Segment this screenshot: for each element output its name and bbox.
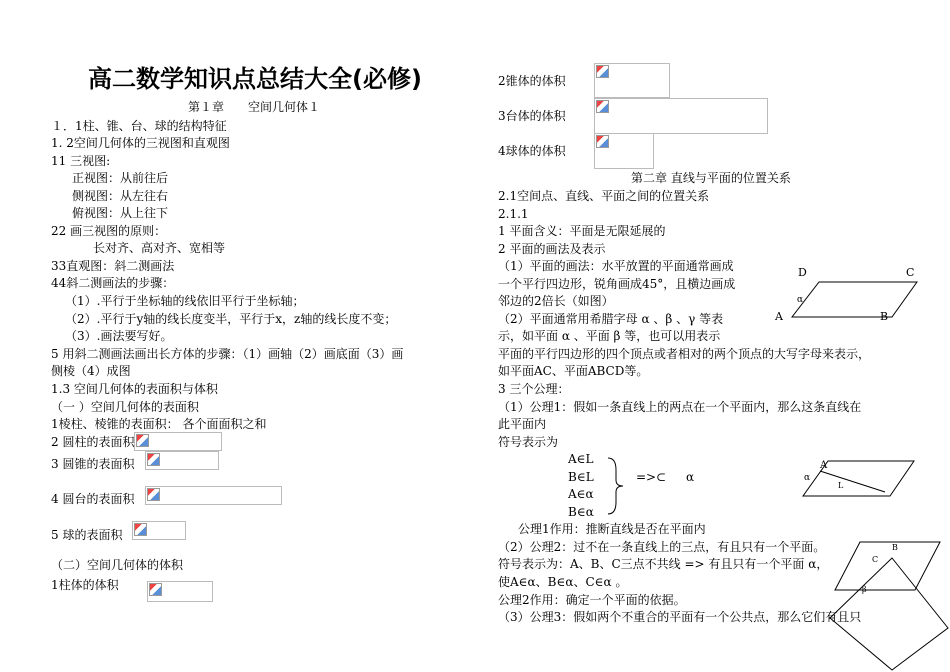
left-line: 5 球的表面积 xyxy=(51,528,123,542)
right-line: 使A∈α、B∈α、C∈α 。 xyxy=(498,575,628,589)
left-line: 正视图：从前往后 xyxy=(72,171,169,185)
left-line: 5 用斜二测画法画出长方体的步骤：（1）画轴（2）画底面（3）画 xyxy=(51,347,404,361)
label-D: D xyxy=(798,266,807,279)
right-line: 示，如平面 α 、平面 β 等，也可以用表示 xyxy=(498,329,721,343)
left-line: 长对齐、高对齐、宽相等 xyxy=(93,241,226,255)
broken-image-icon xyxy=(596,65,609,78)
label-alpha: α xyxy=(797,295,804,305)
right-line: （1）公理1：假如一条直线上的两点在一个平面内，那么这条直线在 xyxy=(498,400,862,414)
label-C: C xyxy=(906,266,915,279)
right-line: 3台体的体积 xyxy=(498,109,566,123)
left-line: １．1柱、锥、台、球的结构特征 xyxy=(51,119,227,133)
right-line: 邻边的2倍长（如图） xyxy=(498,294,614,308)
left-line: 俯视图：从上往下 xyxy=(72,206,169,220)
right-line: （2）公理2：过不在一条直线上的三点，有且只有一个平面。 xyxy=(498,540,826,554)
label-beta: β xyxy=(862,585,867,594)
formula-image xyxy=(594,98,768,134)
broken-image-icon xyxy=(149,583,162,596)
left-line: 33直观图：斜二测画法 xyxy=(51,259,175,273)
symbol-line: B∈L xyxy=(568,470,594,484)
label-L: L xyxy=(838,481,844,490)
left-line: （一 ）空间几何体的表面积 xyxy=(51,400,199,414)
formula-image xyxy=(134,432,222,451)
right-line: 公理1作用：推断直线是否在平面内 xyxy=(518,522,706,536)
symbol-line: B∈α xyxy=(568,505,594,519)
right-line: （3）公理3：假如两个不重合的平面有一个公共点，那么它们有且只 xyxy=(498,610,862,624)
right-line: 1 平面含义：平面是无限延展的 xyxy=(498,224,666,238)
right-line: 2.1空间点、直线、平面之间的位置关系 xyxy=(498,189,710,203)
left-line: 3 圆锥的表面积 xyxy=(51,457,135,471)
broken-image-icon xyxy=(134,523,147,536)
left-line: （3）.画法要写好。 xyxy=(65,329,173,343)
label-A: A xyxy=(820,460,828,471)
chapter-2-heading: 第二章 直线与平面的位置关系 xyxy=(631,171,791,185)
line-in-plane-figure xyxy=(800,456,920,506)
left-line: 1柱体的体积 xyxy=(51,578,119,592)
label-B: B xyxy=(880,310,889,323)
left-line: （2）.平行于y轴的线长度变半，平行于x，z轴的线长度不变； xyxy=(65,312,397,326)
left-line: 44斜二测画法的步骤： xyxy=(51,276,175,290)
formula-image xyxy=(594,63,670,98)
right-line: 2 平面的画法及表示 xyxy=(498,242,606,256)
right-line: （1）平面的画法：水平放置的平面通常画成 xyxy=(498,259,734,273)
left-line: 11 三视图: xyxy=(51,154,111,168)
right-line: 此平面内 xyxy=(498,417,547,431)
left-line: 22 画三视图的原则： xyxy=(51,224,167,238)
plane-parallelogram-figure xyxy=(772,262,922,330)
left-line: 侧视图：从左往右 xyxy=(72,189,169,203)
left-line: （二）空间几何体的体积 xyxy=(51,558,184,572)
implies-subset: =>⊂ xyxy=(636,470,667,484)
right-line: 2.1.1 xyxy=(498,207,529,221)
left-line: 4 圆台的表面积 xyxy=(51,492,135,506)
broken-image-icon xyxy=(596,135,609,148)
left-line: （1）.平行于坐标轴的线依旧平行于坐标轴； xyxy=(65,294,305,308)
left-line: 1棱柱、棱锥的表面积： 各个面面积之和 xyxy=(51,417,267,431)
left-line: 1.3 空间几何体的表面积与体积 xyxy=(51,382,218,396)
symbol-line: A∈α xyxy=(568,487,594,501)
formula-image xyxy=(145,486,282,505)
right-line: 符号表示为：A、B、C三点不共线 => 有且只有一个平面 α， xyxy=(498,557,829,571)
formula-image xyxy=(145,451,219,470)
brace-icon xyxy=(606,456,626,516)
left-line: 1. 2空间几何体的三视图和直观图 xyxy=(51,136,230,150)
broken-image-icon xyxy=(136,434,149,447)
alpha-symbol: α xyxy=(686,470,695,484)
intersecting-planes-figure xyxy=(820,538,948,670)
broken-image-icon xyxy=(596,100,609,113)
left-line: 2 圆柱的表面积 xyxy=(51,435,135,449)
right-line: （2）平面通常用希腊字母 α 、β 、γ 等表 xyxy=(498,312,724,326)
label-B: B xyxy=(892,543,898,552)
page-title: 高二数学知识点总结大全(必修) xyxy=(88,65,422,93)
right-line: 平面的平行四边形的四个顶点或者相对的两个顶点的大写字母来表示， xyxy=(498,347,871,361)
label-C: C xyxy=(872,555,879,564)
label-A: A xyxy=(775,310,783,323)
symbol-line: A∈L xyxy=(568,452,594,466)
formula-image xyxy=(594,133,654,169)
left-line: 侧棱（4）成图 xyxy=(51,364,131,378)
right-line: 一个平行四边形，锐角画成45°，且横边画成 xyxy=(498,277,736,291)
right-line: 3 三个公理： xyxy=(498,382,570,396)
chapter-1-heading: 第１章 空间几何体１ xyxy=(188,100,321,114)
right-line: 2锥体的体积 xyxy=(498,74,566,88)
formula-image xyxy=(132,521,186,540)
right-line: 公理2作用：确定一个平面的依据。 xyxy=(498,593,686,607)
right-line: 4球体的体积 xyxy=(498,144,566,158)
right-line: 如平面AC、平面ABCD等。 xyxy=(498,364,649,378)
label-alpha: α xyxy=(804,473,811,483)
broken-image-icon xyxy=(147,488,160,501)
right-line: 符号表示为 xyxy=(498,435,559,449)
broken-image-icon xyxy=(147,453,160,466)
formula-image xyxy=(147,581,213,602)
